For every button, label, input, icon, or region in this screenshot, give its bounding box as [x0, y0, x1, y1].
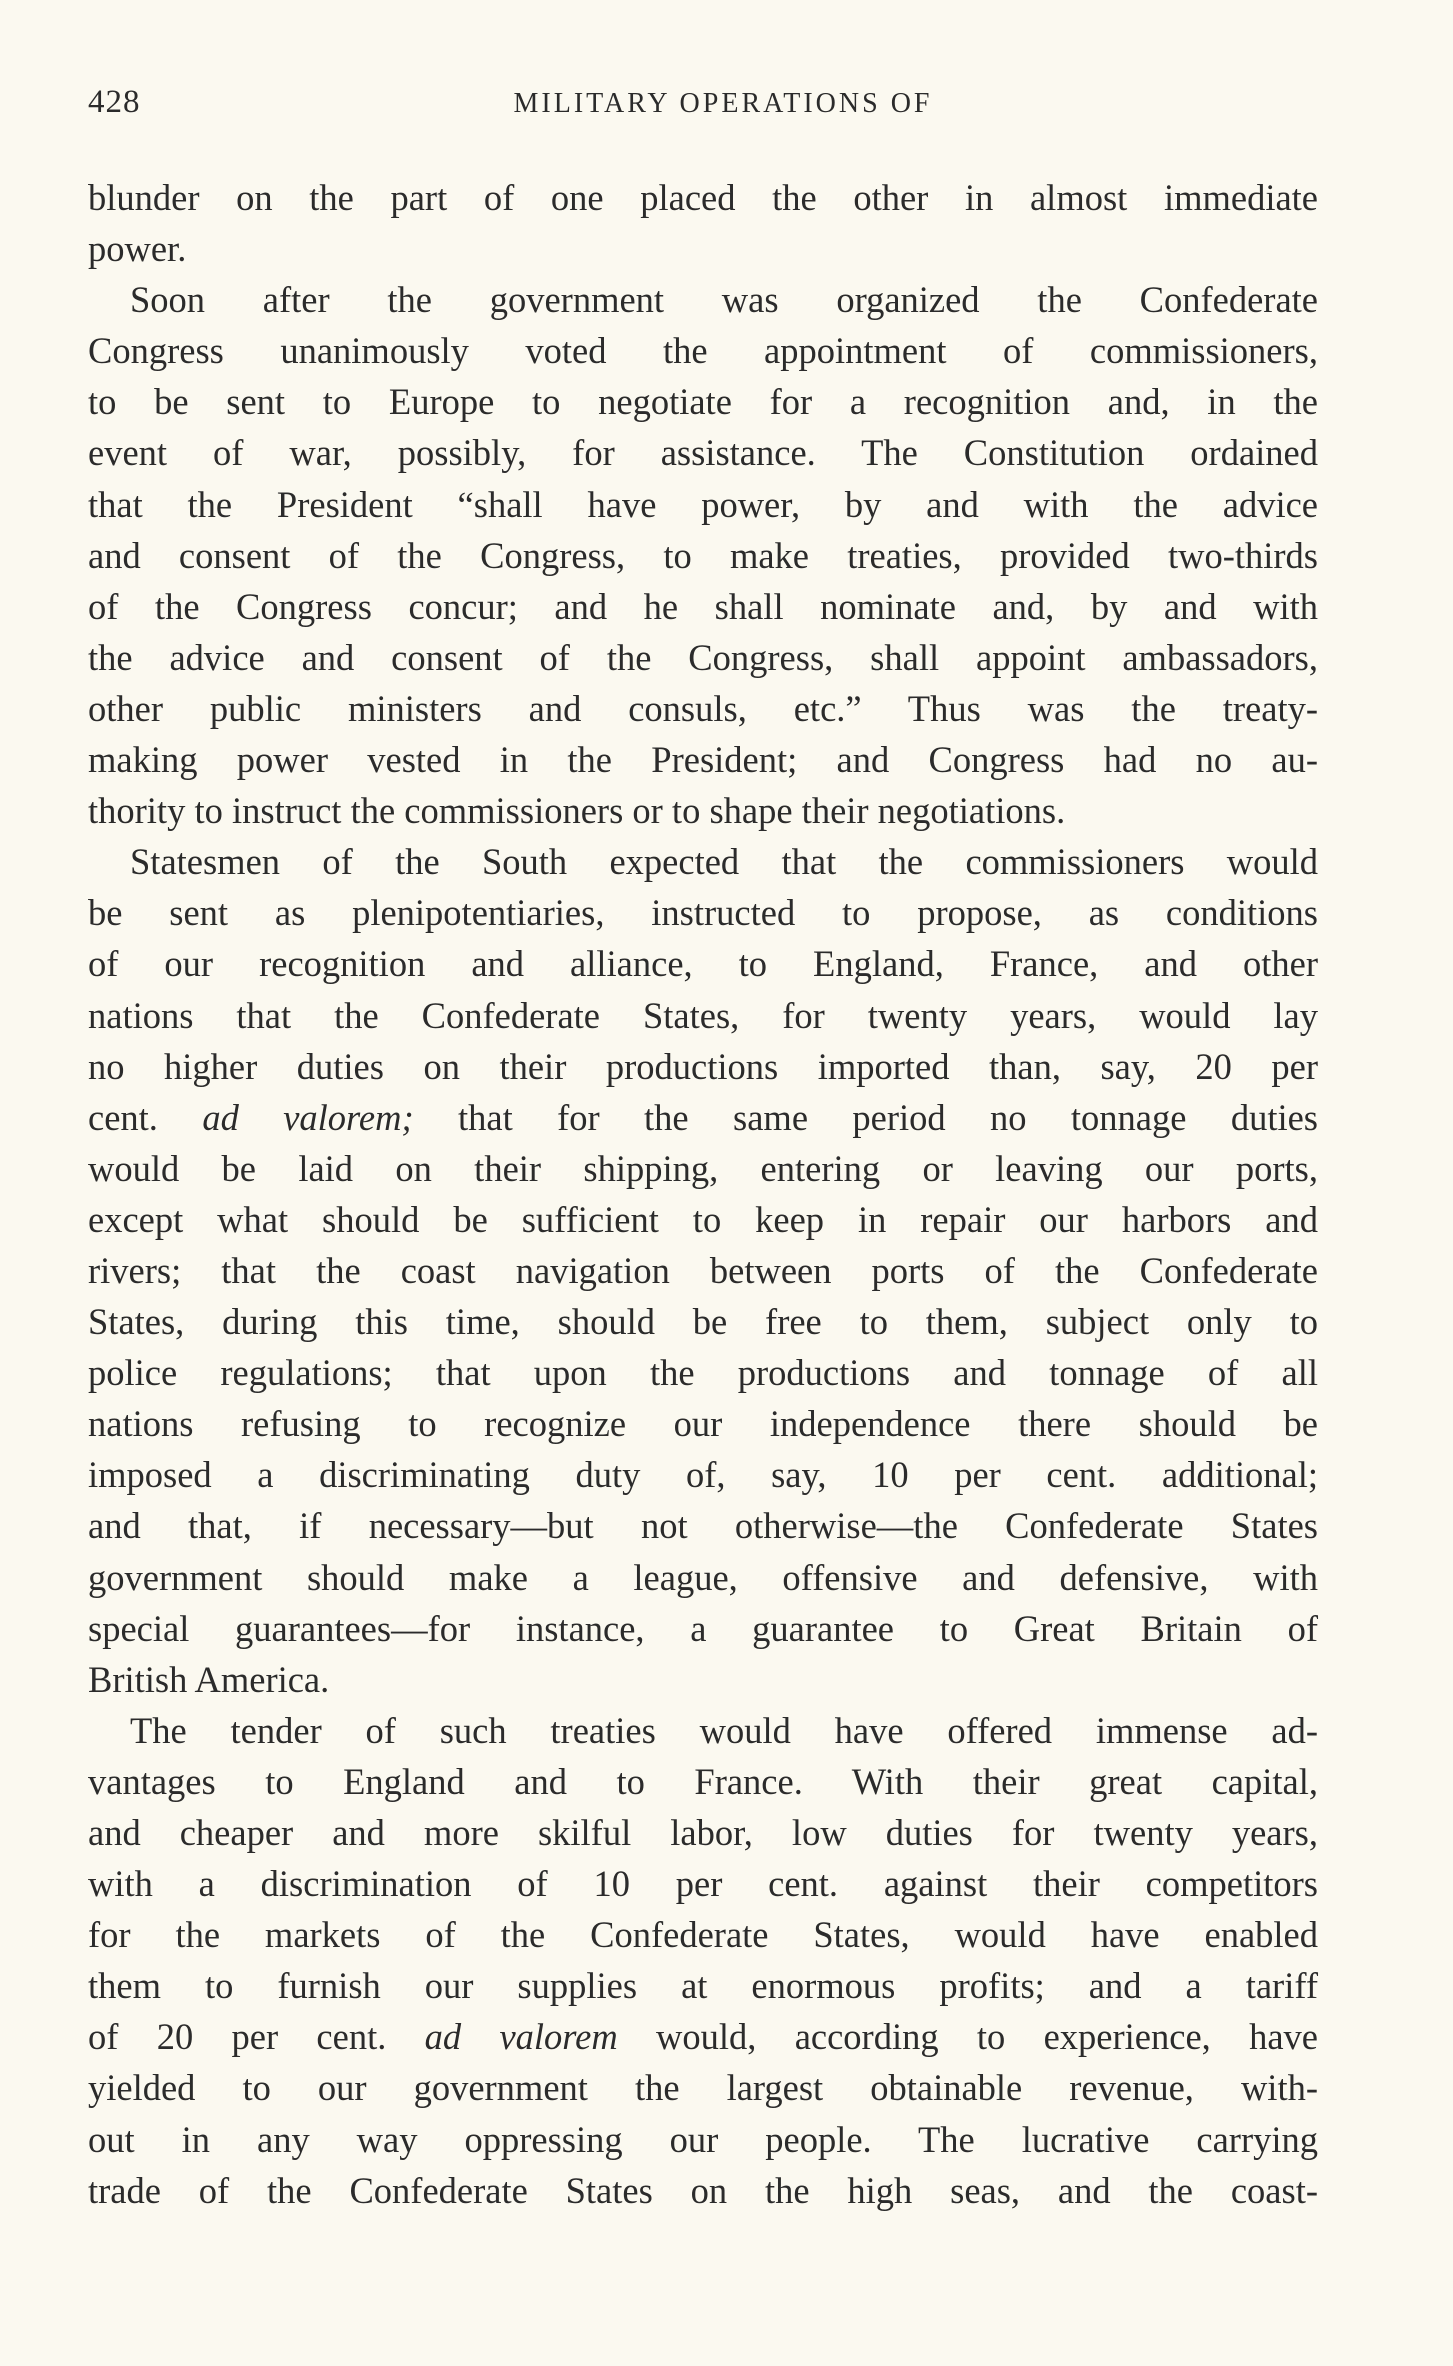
text-line [88, 2011, 1318, 2062]
text-line: the advice and consent of the Congress, shall appoint ambassadors, [88, 636, 1318, 678]
text-line: other public ministers and consuls, etc.” Thus was the treaty- [88, 687, 1318, 729]
page-number: 428 [88, 84, 141, 120]
text-line: for the markets of the Confederate States, would have enabled [88, 1914, 1318, 1956]
text-line: trade of the Confederate States on the high seas, and the coast- [88, 2169, 1318, 2211]
text-line: nations that the Confederate States, for twenty years, would lay [88, 994, 1318, 1036]
text-line: to be sent to Europe to negotiate for a recognition and, in the [88, 381, 1318, 423]
text-segment: would, according to experience, have [617, 2016, 1318, 2058]
text-line: blunder on the part of one placed the other in almost immediate [88, 177, 1318, 218]
text-line: rivers; that the coast navigation between ports of the Confederate [88, 1249, 1318, 1291]
text-line: that the President “shall have power, by and with the advice [88, 483, 1318, 525]
text-line: with a discrimination of 10 per cent. against their competitors [88, 1863, 1318, 1905]
text-line: be sent as plenipotentiaries, instructed to propose, as conditions [88, 892, 1318, 934]
text-line [88, 1092, 1318, 1143]
text-line: of our recognition and alliance, to England, France, and other [88, 943, 1318, 985]
text-line: The tender of such treaties would have offered immense ad- [130, 1709, 1318, 1751]
text-line: would be laid on their shipping, entering or leaving our ports, [88, 1147, 1318, 1189]
text-line: and that, if necessary—but not otherwise—the Confederate States [88, 1505, 1318, 1547]
text-line: Statesmen of the South expected that the commissioners would [130, 841, 1318, 883]
text-line: and cheaper and more skilful labor, low duties for twenty years, [88, 1812, 1318, 1853]
italic-phrase: ad valorem; [202, 1096, 414, 1138]
text-line: yielded to our government the largest obtainable revenue, with- [88, 2067, 1318, 2109]
text-line: making power vested in the President; and Congress had no au- [88, 739, 1318, 781]
text-line: imposed a discriminating duty of, say, 10 per cent. additional; [88, 1454, 1318, 1496]
text-line: Congress unanimously voted the appointment of commissioners, [88, 330, 1318, 372]
text-line: and consent of the Congress, to make treaties, provided two-thirds [88, 534, 1318, 576]
text-line: Soon after the government was organized the Confederate [130, 279, 1318, 321]
text-line: British America. [88, 1658, 330, 1700]
text-line: thority to instruct the commissioners or to shape their negotiations. [88, 790, 1066, 832]
running-head-title: MILITARY OPERATIONS OF [513, 88, 933, 119]
text-line: power. [88, 228, 187, 270]
text-segment: of 20 per cent. [88, 2016, 425, 2058]
text-line: government should make a league, offensive and defensive, with [88, 1556, 1318, 1598]
text-segment: that for the same period no tonnage duties [413, 1096, 1319, 1138]
text-line: no higher duties on their productions imported than, say, 20 per [88, 1045, 1318, 1087]
text-line: special guarantees—for instance, a guarantee to Great Britain of [88, 1607, 1318, 1649]
text-line: them to furnish our supplies at enormous profits; and a tariff [88, 1965, 1318, 2007]
text-segment: cent. [88, 1096, 203, 1138]
text-line: vantages to England and to France. With their great capital, [88, 1760, 1318, 1802]
text-line: except what should be sufficient to keep in repair our harbors and [88, 1198, 1318, 1240]
running-head [88, 84, 1318, 134]
text-line: event of war, possibly, for assistance. The Constitution ordained [88, 432, 1318, 474]
text-line: police regulations; that upon the productions and tonnage of all [88, 1352, 1318, 1394]
text-line: of the Congress concur; and he shall nominate and, by and with [88, 585, 1318, 627]
text-line: out in any way oppressing our people. The lucrative carrying [88, 2118, 1318, 2160]
text-line: States, during this time, should be free to them, subject only to [88, 1301, 1318, 1343]
text-line: nations refusing to recognize our independence there should be [88, 1403, 1318, 1445]
body-text [88, 172, 1318, 2216]
italic-phrase: ad valorem [424, 2016, 618, 2058]
